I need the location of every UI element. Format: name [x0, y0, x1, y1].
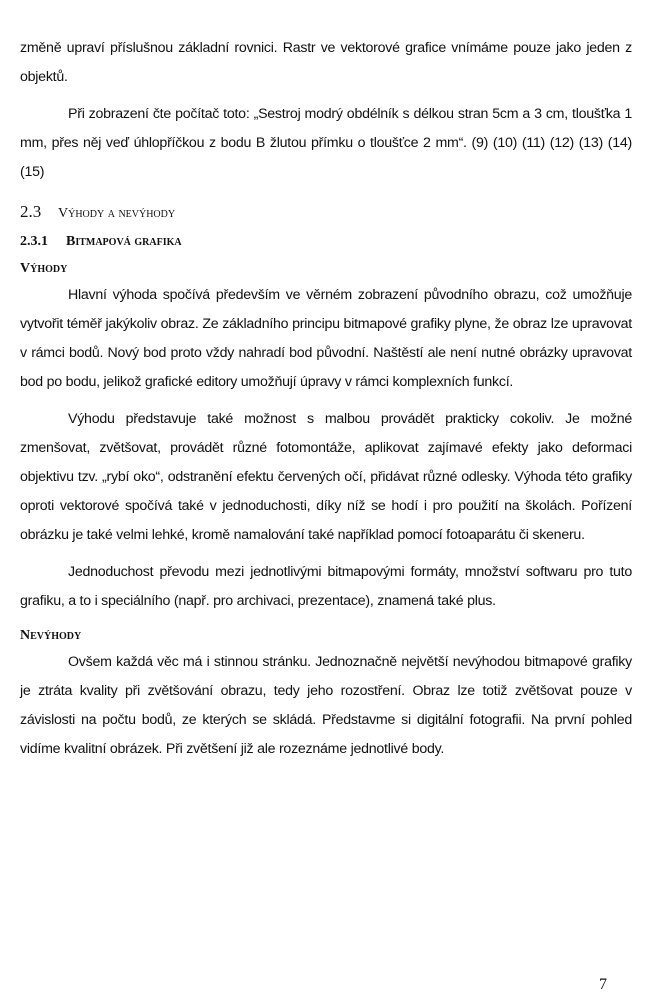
advantages-paragraph: Výhodu představuje také možnost s malbou provádět prakticky cokoliv. Je možné zmenšovat, zvětšovat, provádět různé fotomontáže, aplikovat zajímavé efekty jako deformaci objektivu tzv. „rybí oko“, odstranění efektu červených očí, přidávat různé odlesky. Výhoda této grafiky oproti vektorové spočívá také v jednoduchosti, díky níž se hodí i pro použití na školách. Pořízení obrázku je také velmi lehké, kromě namalování také například pomocí fotoaparátu či skeneru.: [20, 411, 632, 543]
disadvantages-heading: Nevýhody: [20, 628, 82, 643]
disadvantages-paragraph: Ovšem každá věc má i stinnou stránku. Jednoznačně největší nevýhodou bitmapové grafiky je ztráta kvality při zvětšování obrazu, tedy jeho rozostření. Obraz lze totiž zvětšovat pouze v závislosti na počtu bodů, ze kterých se skládá. Představme si digitální fotografii. Na první pohled vidíme kvalitní obrázek. Při zvětšení již ale rozeznáme jednotlivé body.: [20, 654, 632, 757]
section-number: 2.3: [20, 202, 42, 221]
paragraph-vector-raster: změně upraví příslušnou základní rovnici. Rastr ve vektorové grafice vnímáme pouze jako jeden z objektů.: [20, 40, 632, 85]
paragraph-computer-reads: Při zobrazení čte počítač toto: „Sestroj modrý obdélník s délkou stran 5cm a 3 cm, tloušťka 1 mm, přes něj veď úhlopříčkou z bodu B žlutou přímku o tloušťce 2 mm“. (9) (10) (11) (12) (13) (14) (15): [20, 106, 632, 180]
advantages-paragraph: Jednoduchost převodu mezi jednotlivými bitmapovými formáty, množství softwaru pro tuto grafiku, a to i speciálního (např. pro archivaci, prezentace), znamená také plus.: [20, 564, 632, 609]
document-page: [20, 34, 632, 772]
section-title: Výhody a nevýhody: [58, 206, 176, 221]
section-heading: [20, 201, 632, 225]
advantages-paragraph: Hlavní výhoda spočívá především ve věrném zobrazení původního obrazu, což umožňuje vytvořit téměř jakýkoliv obraz. Ze základního principu bitmapové grafiky plyne, že obraz lze upravovat v rámci bodů. Nový bod proto vždy nahradí bod původní. Naštěstí ale není nutné obrázky upravovat bod po bodu, jelikož grafické editory umožňují úpravy v rámci komplexních funkcí.: [20, 287, 632, 390]
subsection-number: 2.3.1: [20, 234, 48, 249]
advantages-heading: Výhody: [20, 261, 68, 276]
subsection-title: Bitmapová grafika: [66, 234, 182, 249]
subsection-heading: [20, 231, 632, 253]
page-number: 7: [599, 976, 607, 993]
